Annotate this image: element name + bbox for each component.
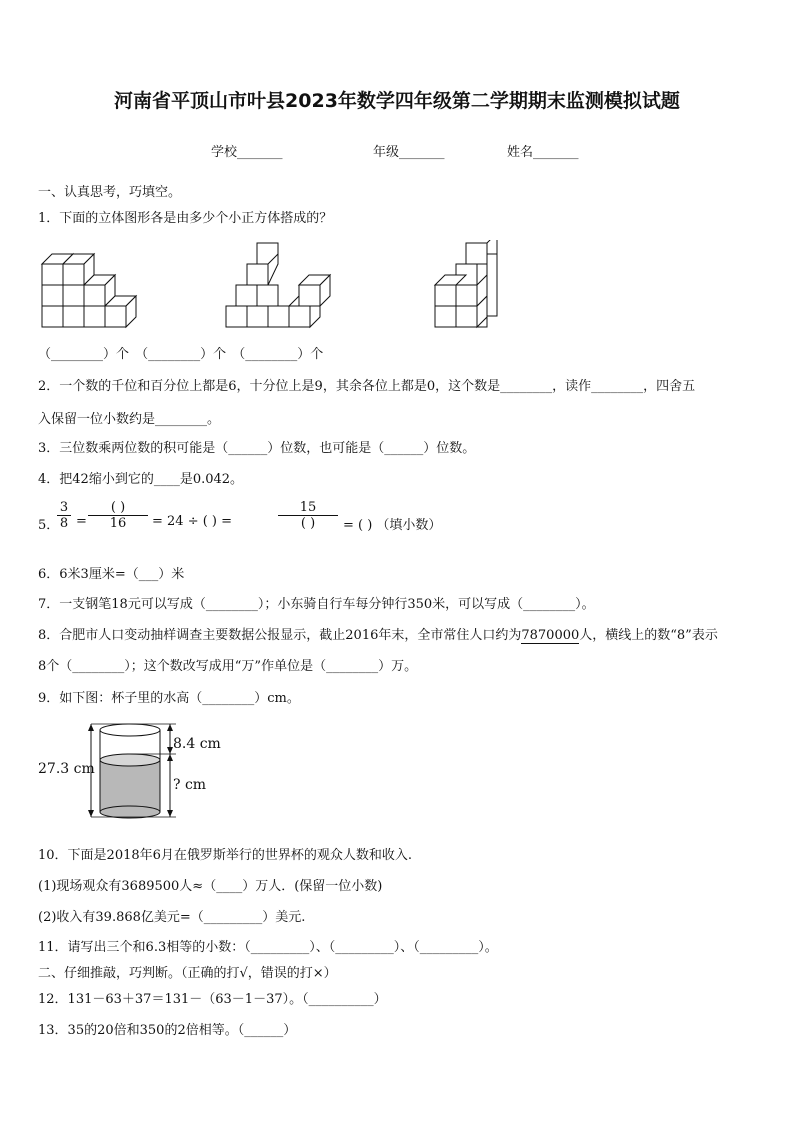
question-1: 1．下面的立体图形各是由多少个小正方体搭成的？ xyxy=(38,211,333,226)
question-10-part-2: (2)收入有39.868亿美元=（_________）美元. xyxy=(38,910,306,925)
decimal-blank[interactable]: = ( ) （填小数） xyxy=(343,518,442,533)
question-4: 4．把42缩小到它的____是0.042。 xyxy=(38,472,244,487)
cube-figure-1 xyxy=(42,254,136,327)
name-field[interactable]: 姓名_______ xyxy=(507,145,579,160)
school-field[interactable]: 学校_______ xyxy=(211,145,283,160)
question-12: 12．131－63＋37＝131－（63－1－37）。（__________） xyxy=(38,992,387,1007)
section-1-heading: 一、认真思考，巧填空。 xyxy=(38,185,182,200)
fraction-numerator-blank[interactable]: ( ) xyxy=(110,500,126,515)
grade-field[interactable]: 年级_______ xyxy=(373,145,445,160)
equals-sign: = xyxy=(76,514,87,529)
fraction-15-blank[interactable] xyxy=(278,500,338,531)
question-8-text-b: 人，横线上的数“8”表示 xyxy=(579,628,718,643)
fraction-numerator: 15 xyxy=(299,500,317,515)
question-8-line-2: 8个（________）；这个数改写成用“万”作单位是（________）万。 xyxy=(38,659,418,674)
question-2-line-2: 入保留一位小数约是________。 xyxy=(38,412,221,427)
cup-water xyxy=(100,760,160,812)
division-expression[interactable]: = 24 ÷ ( ) = xyxy=(152,514,233,529)
cube-figures xyxy=(36,240,366,332)
fraction-denominator: 16 xyxy=(88,515,148,531)
question-8-text-a: 8．合肥市人口变动抽样调查主要数据公报显示，截止2016年末，全市常住人口约为 xyxy=(38,628,522,643)
water-height-label: ? cm xyxy=(173,777,207,793)
question-7: 7．一支钢笔18元可以写成（________）；小东骑自行车每分钟行350米，可以写成（________）。 xyxy=(38,597,595,612)
fraction-numerator: 3 xyxy=(59,500,69,515)
cube-figure-3 xyxy=(430,240,510,332)
section-2-heading: 二、仔细推敲，巧判断。（正确的打√，错误的打×） xyxy=(38,966,337,981)
page-title: 河南省平顶山市叶县2023年数学四年级第二学期期末监测模拟试题 xyxy=(114,90,680,112)
question-9: 9．如下图：杯子里的水高（________）cm。 xyxy=(38,691,300,706)
question-2-line-1: 2．一个数的千位和百分位上都是6，十分位上是9，其余各位上都是0，这个数是________，读作________，四舍五 xyxy=(38,379,696,394)
cube-figure-2 xyxy=(226,243,330,327)
fraction-3-8 xyxy=(57,500,71,531)
question-5-number: 5． xyxy=(38,518,60,533)
cup-height-label: 27.3 cm xyxy=(38,761,95,777)
question-1-answers[interactable]: （________）个 （________）个 （________）个 xyxy=(38,347,324,362)
fraction-blank-16[interactable] xyxy=(88,500,148,531)
question-11: 11．请写出三个和6.3相等的小数：（_________）、（_________）、（_________）。 xyxy=(38,940,498,955)
underlined-number: 7870000 xyxy=(521,628,580,643)
fraction-denominator: 8 xyxy=(57,515,71,531)
question-6: 6．6米3厘米=（___）米 xyxy=(38,567,185,582)
question-3: 3．三位数乘两位数的积可能是（______）位数，也可能是（______）位数。 xyxy=(38,441,476,456)
question-10: 10．下面是2018年6月在俄罗斯举行的世界杯的观众人数和收入. xyxy=(38,848,413,863)
fraction-denominator-blank[interactable]: ( ) xyxy=(278,515,338,531)
question-13: 13．35的20倍和350的2倍相等。（______） xyxy=(38,1023,297,1038)
question-10-part-1: (1)现场观众有3689500人≈（____）万人．(保留一位小数) xyxy=(38,879,383,894)
question-8-line-1 xyxy=(38,624,718,643)
water-gap-label: 8.4 cm xyxy=(173,736,221,752)
